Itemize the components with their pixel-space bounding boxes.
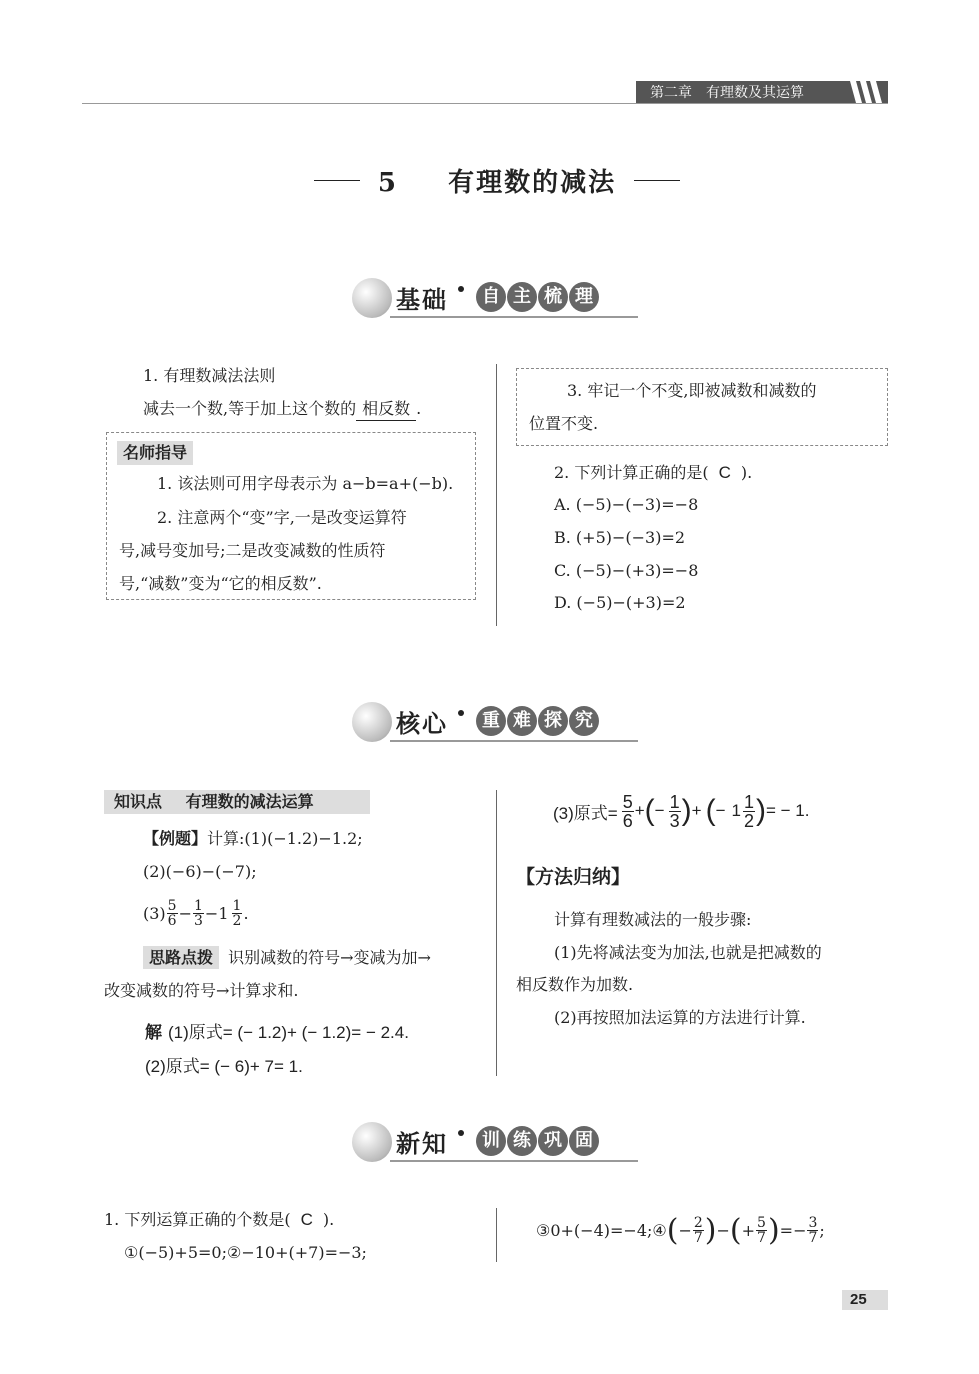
fraction [669, 793, 681, 830]
hint-label: 思路点拨 [143, 946, 219, 969]
denominator: 6 [167, 912, 177, 929]
solution-line-3: (3)原式= $\frac{5}{6}$ + ( − $\frac{1}{3}$ ) + ( − 1 $\frac{1}{2}$ ) = − 1. [553, 791, 810, 831]
practice-q1-close: ). [322, 1210, 335, 1229]
note-box [516, 368, 888, 446]
column-divider [496, 364, 497, 626]
banner-underline [390, 1160, 638, 1162]
denominator: 7 [808, 1229, 818, 1246]
fraction [807, 1216, 818, 1245]
denominator: 3 [194, 912, 203, 929]
kp-title: 有理数的减法运算 [185, 792, 314, 811]
lesson-title [314, 160, 680, 200]
separator-dot [458, 286, 464, 292]
items-right-prefix: ③0+(−4)=−4;④ [536, 1220, 667, 1240]
q2-stem: 2. 下列计算正确的是( [554, 463, 709, 482]
badge: 训 [476, 1126, 506, 1156]
lesson-name: 有理数的减法 [448, 167, 617, 198]
fraction [743, 793, 755, 830]
fraction [756, 1216, 767, 1245]
hint-text-1: 识别减数的符号→变减为加→ [228, 948, 431, 967]
method-intro: 计算有理数减法的一般步骤: [554, 910, 752, 929]
fraction [693, 1216, 704, 1245]
knowledge-point-bar [104, 790, 370, 814]
badge: 固 [569, 1126, 599, 1156]
solution-line-2: (2)原式= (− 6)+ 7= 1. [145, 1057, 303, 1076]
practice-q1-items: ①(−5)+5=0;②−10+(+7)=−3; [124, 1243, 367, 1262]
example-text: 计算:(1)(−1.2)−1.2; [207, 829, 363, 848]
solution-label: 解 [145, 1023, 162, 1042]
example-line-1 [143, 822, 363, 855]
section-badges [476, 1126, 599, 1156]
pencil-ball-icon [352, 1122, 392, 1162]
badge: 巩 [538, 1126, 568, 1156]
q2-answer: C [718, 463, 731, 482]
badge: 主 [507, 282, 537, 312]
q2-close: ). [740, 463, 753, 482]
section-main-title: 基础 [396, 286, 448, 314]
badge: 自 [476, 282, 506, 312]
tip-2-line-3: 号,“减数”变为“它的相反数”. [119, 574, 322, 593]
column-divider [496, 790, 497, 1076]
section-banner-core [352, 696, 642, 746]
page-number: 25 [842, 1290, 888, 1310]
denominator: 2 [232, 912, 242, 929]
numerator: 1 [194, 897, 203, 914]
numerator: 1 [743, 791, 754, 812]
tip-2-line-2: 号,减号变加号;二是改变减数的性质符 [119, 541, 386, 560]
note-line-1: 3. 牢记一个不变,即被减数和减数的 [567, 381, 817, 400]
example-3-prefix: (3) [143, 903, 166, 923]
example-line-2: (2)(−6)−(−7); [143, 862, 257, 881]
section-badges [476, 282, 599, 312]
numerator: 5 [167, 897, 177, 914]
title-rule-right [634, 180, 680, 181]
denominator: 7 [693, 1229, 703, 1246]
pencil-ball-icon [352, 702, 392, 742]
kp-label: 知识点 [114, 792, 163, 811]
section-badges [476, 706, 599, 736]
badge: 难 [507, 706, 537, 736]
badge: 理 [569, 282, 599, 312]
title-rule-left [314, 180, 360, 181]
numerator: 3 [808, 1214, 818, 1231]
tip-2-line-1: 2. 注意两个“变”字,一是改变运算符 [157, 508, 407, 527]
q2-option-c: C. (−5)−(+3)=−8 [554, 561, 699, 580]
badge: 梳 [538, 282, 568, 312]
title-text-wrap [378, 162, 616, 199]
rule-text: 减去一个数,等于加上这个数的 [143, 399, 357, 418]
section-main-title: 新知 [396, 1130, 448, 1158]
section-banner-basics [352, 272, 642, 322]
note-line-2: 位置不变. [529, 414, 599, 433]
mixed-whole: 1 [218, 903, 229, 923]
separator-dot [458, 1130, 464, 1136]
fraction [622, 793, 634, 830]
denominator: 2 [743, 810, 754, 831]
hint-line-1 [143, 941, 431, 974]
column-divider [496, 1208, 497, 1262]
method-1-line-1: (1)先将减法变为加法,也就是把减数的 [554, 943, 822, 962]
practice-q1-stem-line [104, 1203, 334, 1236]
numerator: 1 [232, 897, 242, 914]
chapter-header [636, 81, 888, 103]
rule-blank-answer: 相反数 [356, 398, 416, 421]
denominator: 7 [757, 1229, 766, 1246]
chapter-title: 第二章 有理数及其运算 [650, 84, 804, 100]
banner-underline [390, 740, 638, 742]
fraction [232, 899, 243, 928]
numerator: 5 [757, 1214, 766, 1231]
stripes-decoration [846, 81, 884, 103]
header-rule [82, 103, 888, 104]
tips-title: 名师指导 [117, 441, 193, 465]
practice-q1-stem: 1. 下列运算正确的个数是( [104, 1210, 291, 1229]
rule-end: . [416, 399, 422, 418]
practice-q1-items-right: ③0+(−4)=−4;④ ( − $\frac{2}{7}$ ) − ( + $\frac{5}{7}$ ) =− $\frac{3}{7}$ ; [536, 1212, 825, 1248]
mixed-whole: 1 [731, 801, 741, 820]
solution-1: (1)原式= (− 1.2)+ (− 1.2)= − 2.4. [168, 1023, 409, 1042]
fraction [193, 899, 204, 928]
q2-option-b: B. (+5)−(−3)=2 [554, 528, 686, 547]
numerator: 5 [622, 791, 633, 812]
denominator: 6 [622, 810, 633, 831]
method-title: 【方法归纳】 [516, 866, 631, 888]
badge: 究 [569, 706, 599, 736]
fraction [167, 899, 178, 928]
solution-line-1 [145, 1018, 409, 1048]
solution-3-result: = − 1. [765, 801, 810, 820]
q2-option-a: A. (−5)−(−3)=−8 [554, 495, 699, 514]
practice-q1-answer: C [300, 1210, 313, 1229]
numerator: 2 [693, 1214, 703, 1231]
section-main-title: 核心 [396, 710, 448, 738]
q2-option-d: D. (−5)−(+3)=2 [554, 593, 686, 612]
method-1-line-2: 相反数作为加数. [516, 975, 634, 994]
badge: 练 [507, 1126, 537, 1156]
denominator: 3 [669, 810, 680, 831]
solution-3-prefix: (3)原式= [553, 803, 618, 823]
method-2: (2)再按照加法运算的方法进行计算. [554, 1008, 806, 1027]
numerator: 1 [669, 791, 680, 812]
pencil-ball-icon [352, 278, 392, 318]
lesson-number: 5 [377, 167, 398, 198]
separator-dot [458, 710, 464, 716]
q2-stem-line [554, 456, 752, 489]
tips-box [106, 432, 476, 600]
example-line-3: (3) $\frac{5}{6}$ − $\frac{1}{3}$ − 1 $\frac{1}{2}$ . [143, 897, 249, 929]
example-label: 【例题】 [143, 829, 208, 848]
badge: 重 [476, 706, 506, 736]
rule-text-line [143, 392, 421, 425]
hint-line-2: 改变减数的符号→计算求和. [104, 981, 299, 1000]
section-banner-practice [352, 1116, 642, 1166]
rule-title: 1. 有理数减法法则 [143, 366, 276, 385]
banner-underline [390, 316, 638, 318]
tip-1: 1. 该法则可用字母表示为 a−b=a+(−b). [157, 474, 454, 493]
badge: 探 [538, 706, 568, 736]
